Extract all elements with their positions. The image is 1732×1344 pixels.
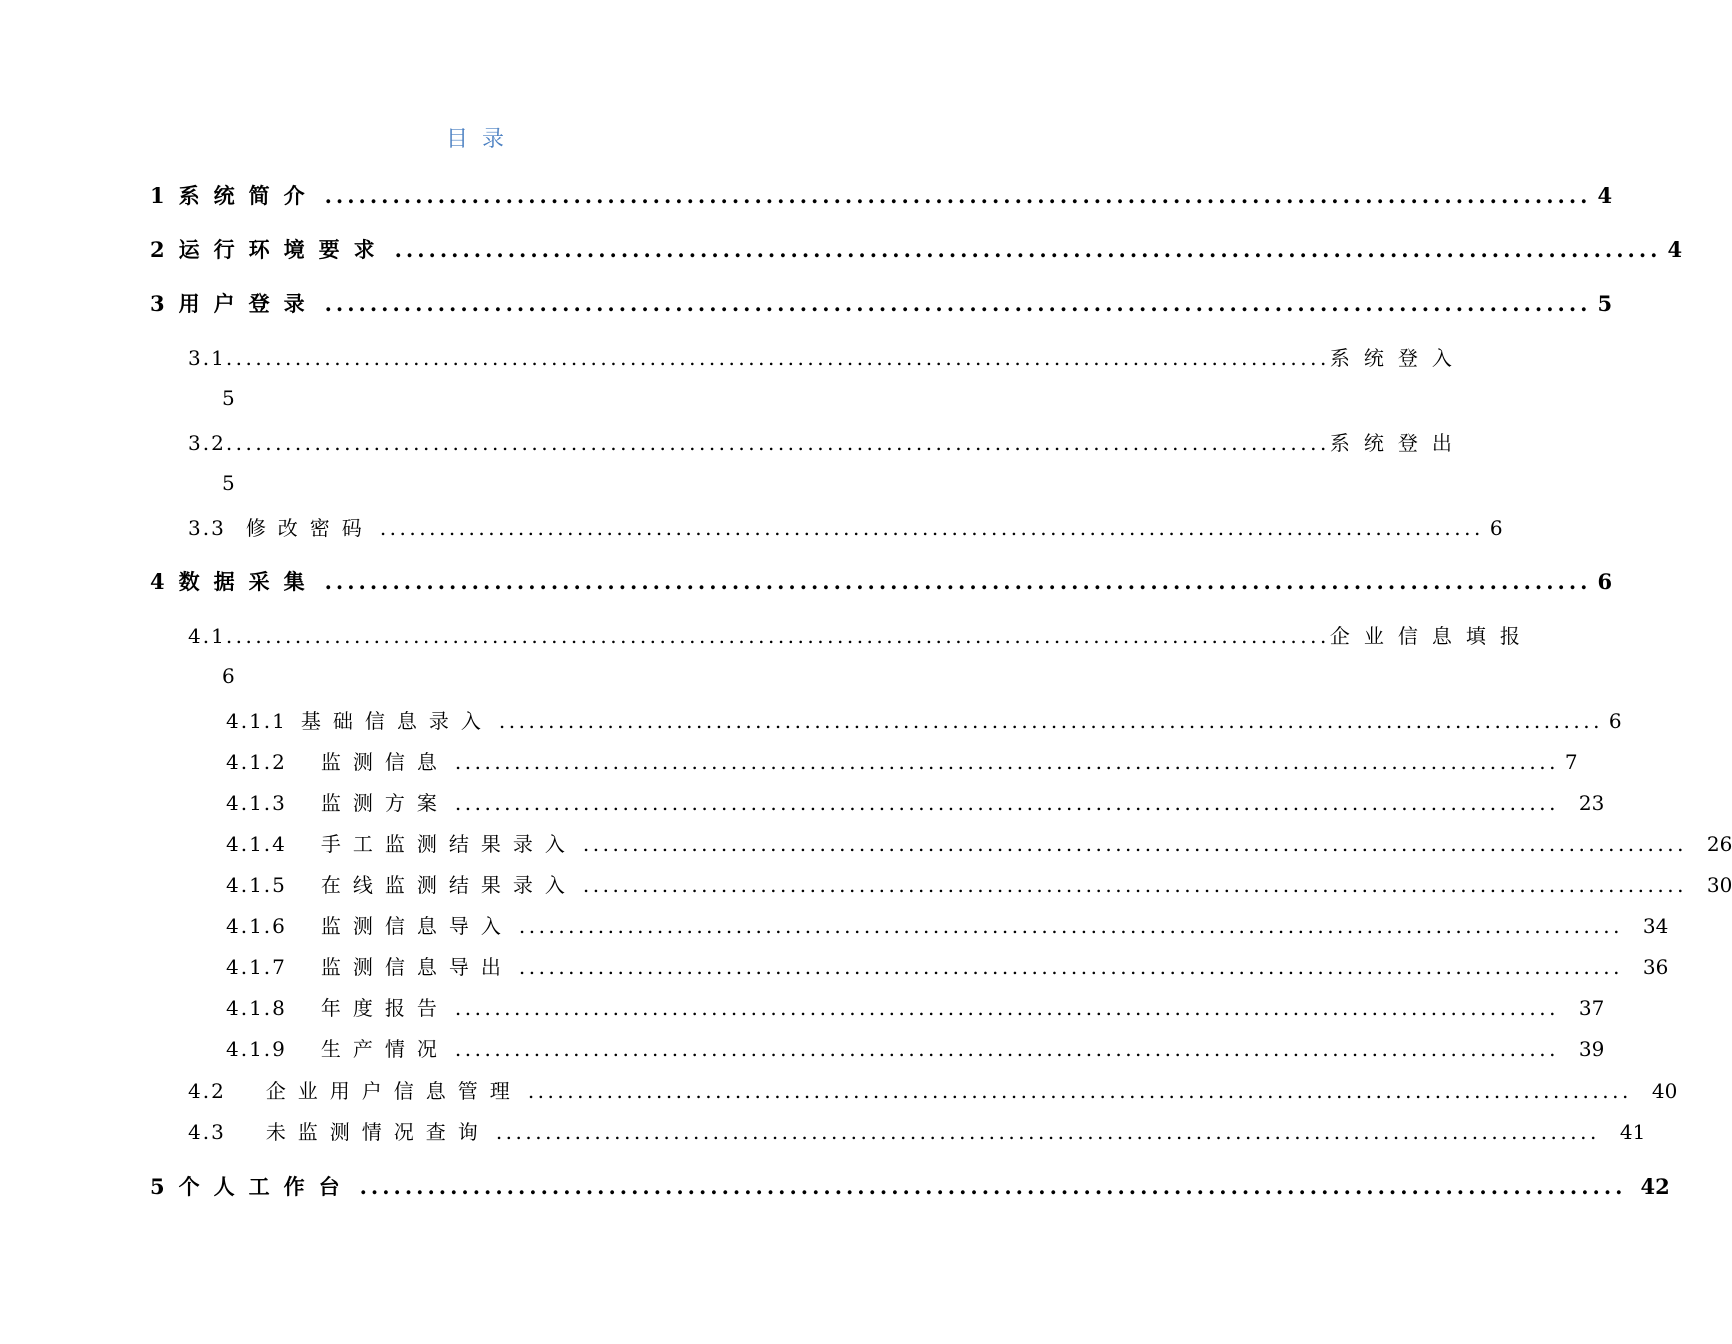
toc-entry-page: 6 [1597,569,1613,594]
dot-leader: ................................................................................................................ [225,346,1330,370]
toc-entry-code: 1 [150,183,179,208]
toc-entry-page: 5 [1597,291,1613,316]
toc-entry-page: 5 [222,386,235,410]
toc-entry-code: 4.1.3 [226,791,287,815]
toc-entry-code: 4.1 [188,624,226,648]
toc-entry-label: 监测信息 [320,750,449,774]
toc-entry-code: 4 [150,569,179,594]
toc-entry-label: 监测信息导出 [320,955,513,979]
dot-leader: ................................................................................................................ [324,569,1592,594]
toc-entry[interactable] [150,234,1683,264]
toc-entry[interactable] [150,566,1613,596]
toc-entry-code: 4.1.8 [226,996,287,1020]
toc-entry-label: 企业用户信息管理 [265,1079,522,1103]
toc-entry-code: 4.2 [188,1079,226,1103]
dot-leader: ................................................................................................................ [498,709,1603,733]
toc-entry[interactable] [226,787,1605,816]
toc-entry-page: 5 [222,471,235,495]
dot-leader: ................................................................................................................ [527,1079,1632,1103]
toc-entry[interactable] [226,705,1622,734]
toc-entry-code: 3.3 [188,516,226,540]
dot-leader: ................................................................................................................ [582,873,1687,897]
toc-entry-code: 4.1.5 [226,873,287,897]
dot-leader: ................................................................................................................ [495,1120,1600,1144]
toc-entry[interactable] [226,992,1605,1021]
toc-entry-label: 个人工作台 [178,1174,354,1199]
dot-leader: ................................................................................................................ [359,1174,1627,1199]
dot-leader: ................................................................................................................ [518,955,1623,979]
toc-entry-label: 年度报告 [320,996,449,1020]
toc-entry-page: 6 [1489,516,1503,540]
toc-entry[interactable] [150,1171,1670,1201]
toc-entry[interactable] [226,951,1669,980]
toc-entry-page: 4 [1667,237,1683,262]
dot-leader: ................................................................................................................ [454,1037,1559,1061]
toc-entry-label: 在线监测结果录入 [320,873,577,897]
toc-entry-label: 基础信息录入 [300,709,493,733]
toc-entry-page: 6 [1608,709,1622,733]
toc-entry-page: 4 [1597,183,1613,208]
toc-entry-page: 37 [1578,996,1605,1020]
toc-entry-label: 监测方案 [320,791,449,815]
toc-entry[interactable] [188,342,1466,371]
toc-entry[interactable] [188,1075,1678,1104]
dot-leader: ................................................................................................................ [518,914,1623,938]
dot-leader: ................................................................................................................ [324,291,1592,316]
toc-entry-code: 5 [150,1174,179,1199]
toc-entry[interactable] [226,1033,1605,1062]
toc-entry-label: 数据采集 [178,569,319,594]
toc-entry-label: 手工监测结果录入 [320,832,577,856]
toc-entry-page: 26 [1706,832,1732,856]
dot-leader: ................................................................................................................ [582,832,1687,856]
toc-entry-page: 39 [1578,1037,1605,1061]
toc-entry[interactable] [226,828,1732,857]
toc-entry[interactable] [150,288,1613,318]
toc-entry-label: 生产情况 [320,1037,449,1061]
toc-entry-page: 6 [222,664,235,688]
toc-entry[interactable] [150,180,1613,210]
toc-entry-label: 企业信息填报 [1329,624,1534,648]
toc-entry-label: 修改密码 [245,516,374,540]
toc-entry-code: 3.2 [188,431,226,455]
toc-entry-label: 用户登录 [178,291,319,316]
toc-entry-label: 系统登出 [1329,431,1466,455]
toc-entry-page: 23 [1578,791,1605,815]
dot-leader: ................................................................................................................ [454,791,1559,815]
toc-entry-page: 41 [1619,1120,1646,1144]
toc-entry-code: 4.1.2 [226,750,287,774]
toc-title: 目录 [445,127,518,152]
toc-entry-code: 2 [150,237,179,262]
toc-entry[interactable] [188,620,1534,649]
dot-leader: ................................................................................................................ [454,750,1559,774]
dot-leader: ................................................................................................................ [394,237,1662,262]
toc-entry-code: 4.1.1 [226,709,287,733]
toc-entry[interactable] [188,427,1466,456]
toc-entry-code: 4.1.6 [226,914,287,938]
toc-entry-code: 3.1 [188,346,226,370]
toc-entry-label: 监测信息导入 [320,914,513,938]
dot-leader: ................................................................................................................ [225,431,1330,455]
toc-entry-page: 30 [1706,873,1732,897]
toc-entry-code: 4.3 [188,1120,226,1144]
toc-entry-page: 42 [1640,1174,1670,1199]
toc-entry-label: 系统登入 [1329,346,1466,370]
toc-entry-page: 34 [1642,914,1669,938]
toc-entry-page: 7 [1564,750,1578,774]
toc-entry-code: 4.1.7 [226,955,287,979]
dot-leader: ................................................................................................................ [379,516,1484,540]
toc-entry[interactable] [226,869,1732,898]
toc-entry[interactable] [188,1116,1646,1145]
toc-entry-code: 4.1.4 [226,832,287,856]
toc-entry-code: 4.1.9 [226,1037,287,1061]
toc-entry-label: 运行环境要求 [178,237,389,262]
toc-entry[interactable] [226,910,1669,939]
toc-entry-label: 未监测情况查询 [265,1120,490,1144]
toc-entry[interactable] [226,746,1578,775]
toc-entry-code: 3 [150,291,179,316]
toc-entry-page: 36 [1642,955,1669,979]
dot-leader: ................................................................................................................ [225,624,1330,648]
toc-entry[interactable] [188,512,1503,541]
toc-entry-label: 系统简介 [178,183,319,208]
dot-leader: ................................................................................................................ [454,996,1559,1020]
dot-leader: ................................................................................................................ [324,183,1592,208]
toc-entry-page: 40 [1651,1079,1678,1103]
